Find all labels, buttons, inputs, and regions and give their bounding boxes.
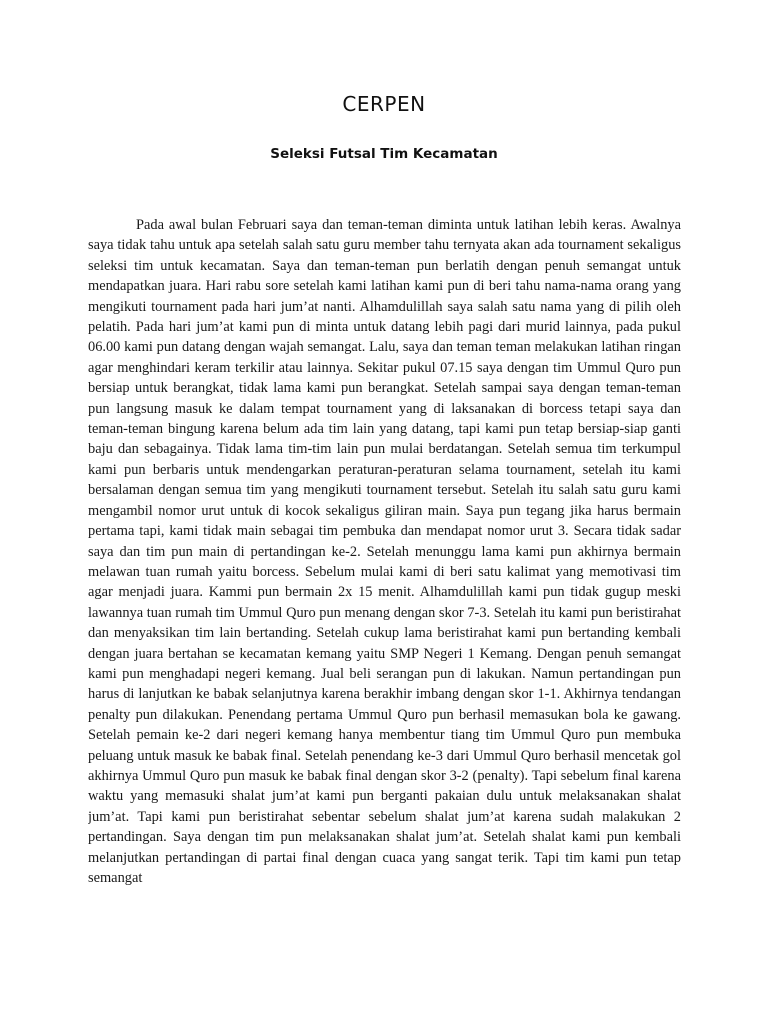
story-body	[88, 215, 681, 1010]
document-subtitle: Seleksi Futsal Tim Kecamatan	[270, 146, 498, 162]
document-title: CERPEN	[342, 92, 426, 116]
story-paragraph: Pada awal bulan Februari saya dan teman-teman diminta untuk latihan lebih keras. Awalnya saya tidak tahu untuk apa setelah salah satu guru member tahu ternyata akan ada tournament sekaligus seleksi tim untuk kecamatan. Saya dan teman-teman pun berlatih dengan penuh semangat untuk mendapatkan juara. Hari rabu sore setelah kami latihan kami pun di beri tahu nama-nama orang yang mengikuti tournament pada hari jum’at nanti. Alhamdulillah saya salah satu nama yang di pilih oleh pelatih. Pada hari jum’at kami pun di minta untuk datang lebih pagi dari murid lainnya, pada pukul 06.00 kami pun datang dengan wajah semangat. Lalu, saya dan teman teman melakukan latihan ringan agar menghindari keram terkilir atau lainnya. Sekitar pukul 07.15 saya dengan tim Ummul Quro pun bersiap untuk berangkat, tidak lama kami pun berangkat. Setelah sampai saya dengan teman-teman pun langsung masuk ke dalam tempat tournament yang di laksanakan di borcess tetapi saya dan teman-teman bingung karena belum ada tim lain yang datang, tapi kami pun tetap bersiap-siap ganti baju dan sebagainya. Tidak lama tim-tim lain pun mulai berdatangan. Setelah semua tim terkumpul kami pun berbaris untuk mendengarkan peraturan-peraturan selama tournament, setelah itu kami bersalaman dengan semua tim yang mengikuti tournament tersebut. Setelah itu salah satu guru kami mengambil nomor urut untuk di kocok sekaligus giliran main. Saya pun tegang jika harus bermain pertama tapi, kami tidak main sebagai tim pembuka dan mendapat nomor urut 3. Secara tidak sadar saya dan tim pun main di pertandingan ke-2. Setelah menunggu lama kami pun akhirnya bermain melawan tuan rumah yaitu borcess. Sebelum mulai kami di beri satu kalimat yang memotivasi tim agar menjadi juara. Kammi pun bermain 2x 15 menit. Alhamdulillah kami pun tidak gugup meski lawannya tuan rumah tim Ummul Quro pun menang dengan skor 7-3. Setelah itu kami pun beristirahat dan menyaksikan tim lain bertanding. Setelah cukup lama beristirahat kami pun bertanding kembali dengan juara bertahan se kecamatan kemang yaitu SMP Negeri 1 Kemang. Dengan penuh semangat kami pun menghadapi negeri kemang. Jual beli serangan pun di lakukan. Namun pertandingan pun harus di lanjutkan ke babak selanjutnya karena berakhir imbang dengan skor 1-1. Akhirnya tendangan penalty pun dilakukan. Penendang pertama Ummul Quro pun berhasil memasukan bola ke gawang. Setelah pemain ke-2 dari negeri kemang hanya membentur tiang tim Ummul Quro pun membuka peluang untuk masuk ke babak final. Setelah penendang ke-3 dari Ummul Quro berhasil mencetak gol akhirnya Ummul Quro pun masuk ke babak final dengan skor 3-2 (penalty). Tapi sebelum final karena waktu yang memasuki shalat jum’at kami pun berganti pakaian dulu untuk melaksanakan shalat jum’at. Tapi kami pun beristirahat sebentar sebelum shalat jum’at karena sudah malakukan 2 pertandingan. Saya dengan tim pun melaksanakan shalat jum’at. Setelah shalat kami pun kembali melanjutkan pertandingan di partai final dengan cuaca yang sangat terik. Tapi tim kami pun tetap semangat	[88, 217, 681, 886]
